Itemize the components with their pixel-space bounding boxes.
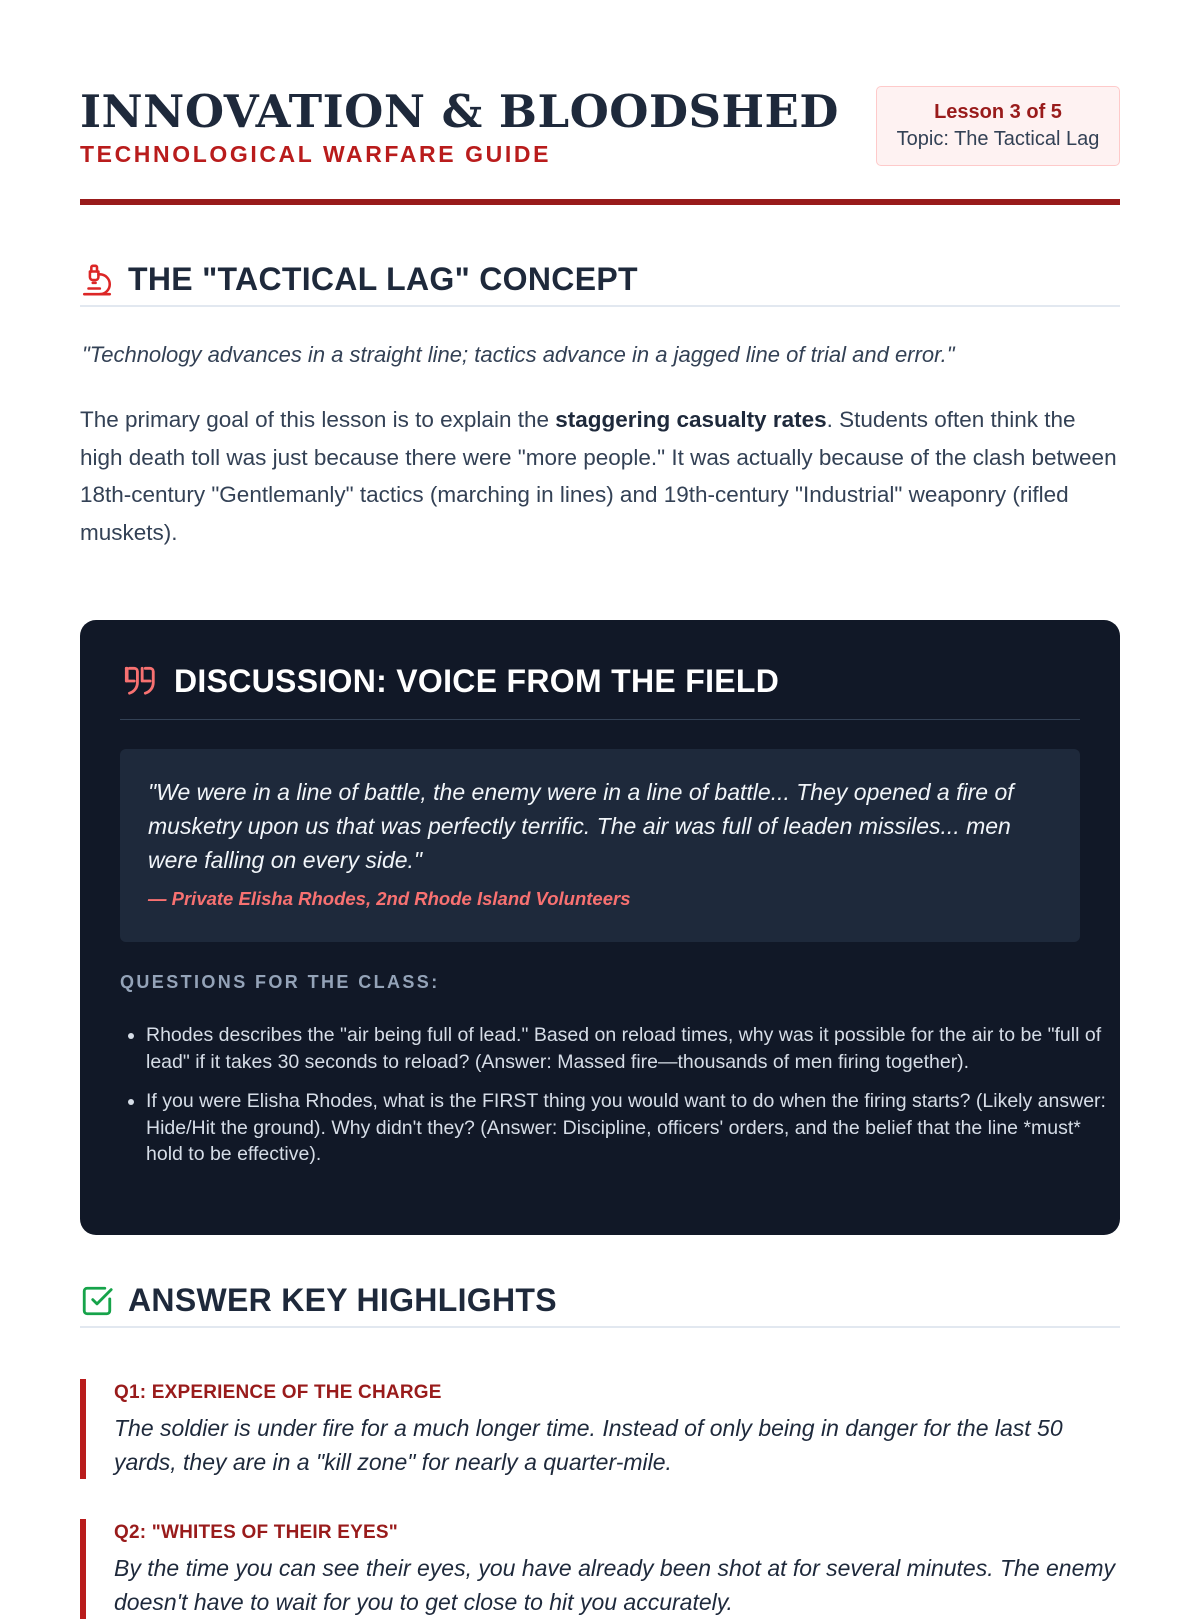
lead-paragraph-start: The primary goal of this lesson is to explain the [80, 407, 556, 432]
answer-title: Q2: "WHITES OF THEIR EYES" [114, 1522, 398, 1543]
page-subtitle: TECHNOLOGICAL WARFARE GUIDE [80, 141, 552, 167]
header-divider [80, 199, 1120, 205]
answer-item-q1 [80, 1379, 1120, 1479]
field-quote-box [120, 749, 1080, 942]
concept-heading: THE "TACTICAL LAG" CONCEPT [128, 261, 638, 297]
question-item: • If you were Elisha Rhodes, what is the FIRST thing you would want to do when the firing starts? (Likely answer: Hide/Hit the ground). Why didn't they? (Answer: Discipline, officers' orders, and the belief that the line *must* hold to be effective). [146, 1088, 1116, 1168]
answer-item-q2 [80, 1519, 1120, 1619]
quote-icon [120, 662, 158, 700]
questions-list [120, 1022, 1116, 1181]
concept-section-heading [80, 259, 1120, 307]
discussion-card [80, 620, 1120, 1235]
answer-text: The soldier is under fire for a much longer time. Instead of only being in danger for the last 50 yards, they are in a "kill zone" for nearly a quarter-mile. [114, 1415, 1063, 1475]
answer-text: By the time you can see their eyes, you have already been shot at for several minutes. The enemy doesn't have to wait for you to get close to hit you accurately. [114, 1555, 1116, 1615]
lead-paragraph [80, 401, 1120, 551]
checkbox-icon [80, 1284, 114, 1318]
answer-key-heading: ANSWER KEY HIGHLIGHTS [128, 1282, 557, 1318]
answer-key-section-heading [80, 1280, 1120, 1328]
page-title: INNOVATION & BLOODSHED [80, 85, 839, 138]
lesson-badge [876, 86, 1120, 166]
quote-attribution: — Private Elisha Rhodes, 2nd Rhode Island Volunteers [148, 888, 631, 909]
lead-paragraph-end: . Students often think the high death toll was just because there were "more people." It was actually because of the clash between 18th-century "Gentlemanly" tactics (marching in lines) and 19th-century "Industrial" weaponry (rifled muskets). [80, 407, 1117, 545]
lesson-topic: Topic: The Tactical Lag [896, 128, 1100, 150]
field-quote: "We were in a line of battle, the enemy were in a line of battle... They opened a fire of musketry upon us that was perfectly terrific. The air was full of leaden missiles... men were falling on every side." [148, 779, 1014, 873]
microscope-icon [80, 263, 114, 297]
question-item: • Rhodes describes the "air being full of lead." Based on reload times, why was it possible for the air to be "full of lead" if it takes 30 seconds to reload? (Answer: Massed fire—thousands of men firing together). [146, 1022, 1116, 1075]
discussion-heading-row [120, 660, 1080, 720]
answer-title: Q1: EXPERIENCE OF THE CHARGE [114, 1382, 442, 1403]
lesson-number: Lesson 3 of 5 [934, 101, 1062, 123]
discussion-heading: DISCUSSION: VOICE FROM THE FIELD [174, 663, 780, 699]
epigraph-quote: "Technology advances in a straight line; tactics advance in a jagged line of trial and error." [82, 342, 955, 367]
lead-paragraph-emphasis: staggering casualty rates [555, 407, 827, 432]
questions-label: QUESTIONS FOR THE CLASS: [120, 972, 440, 992]
